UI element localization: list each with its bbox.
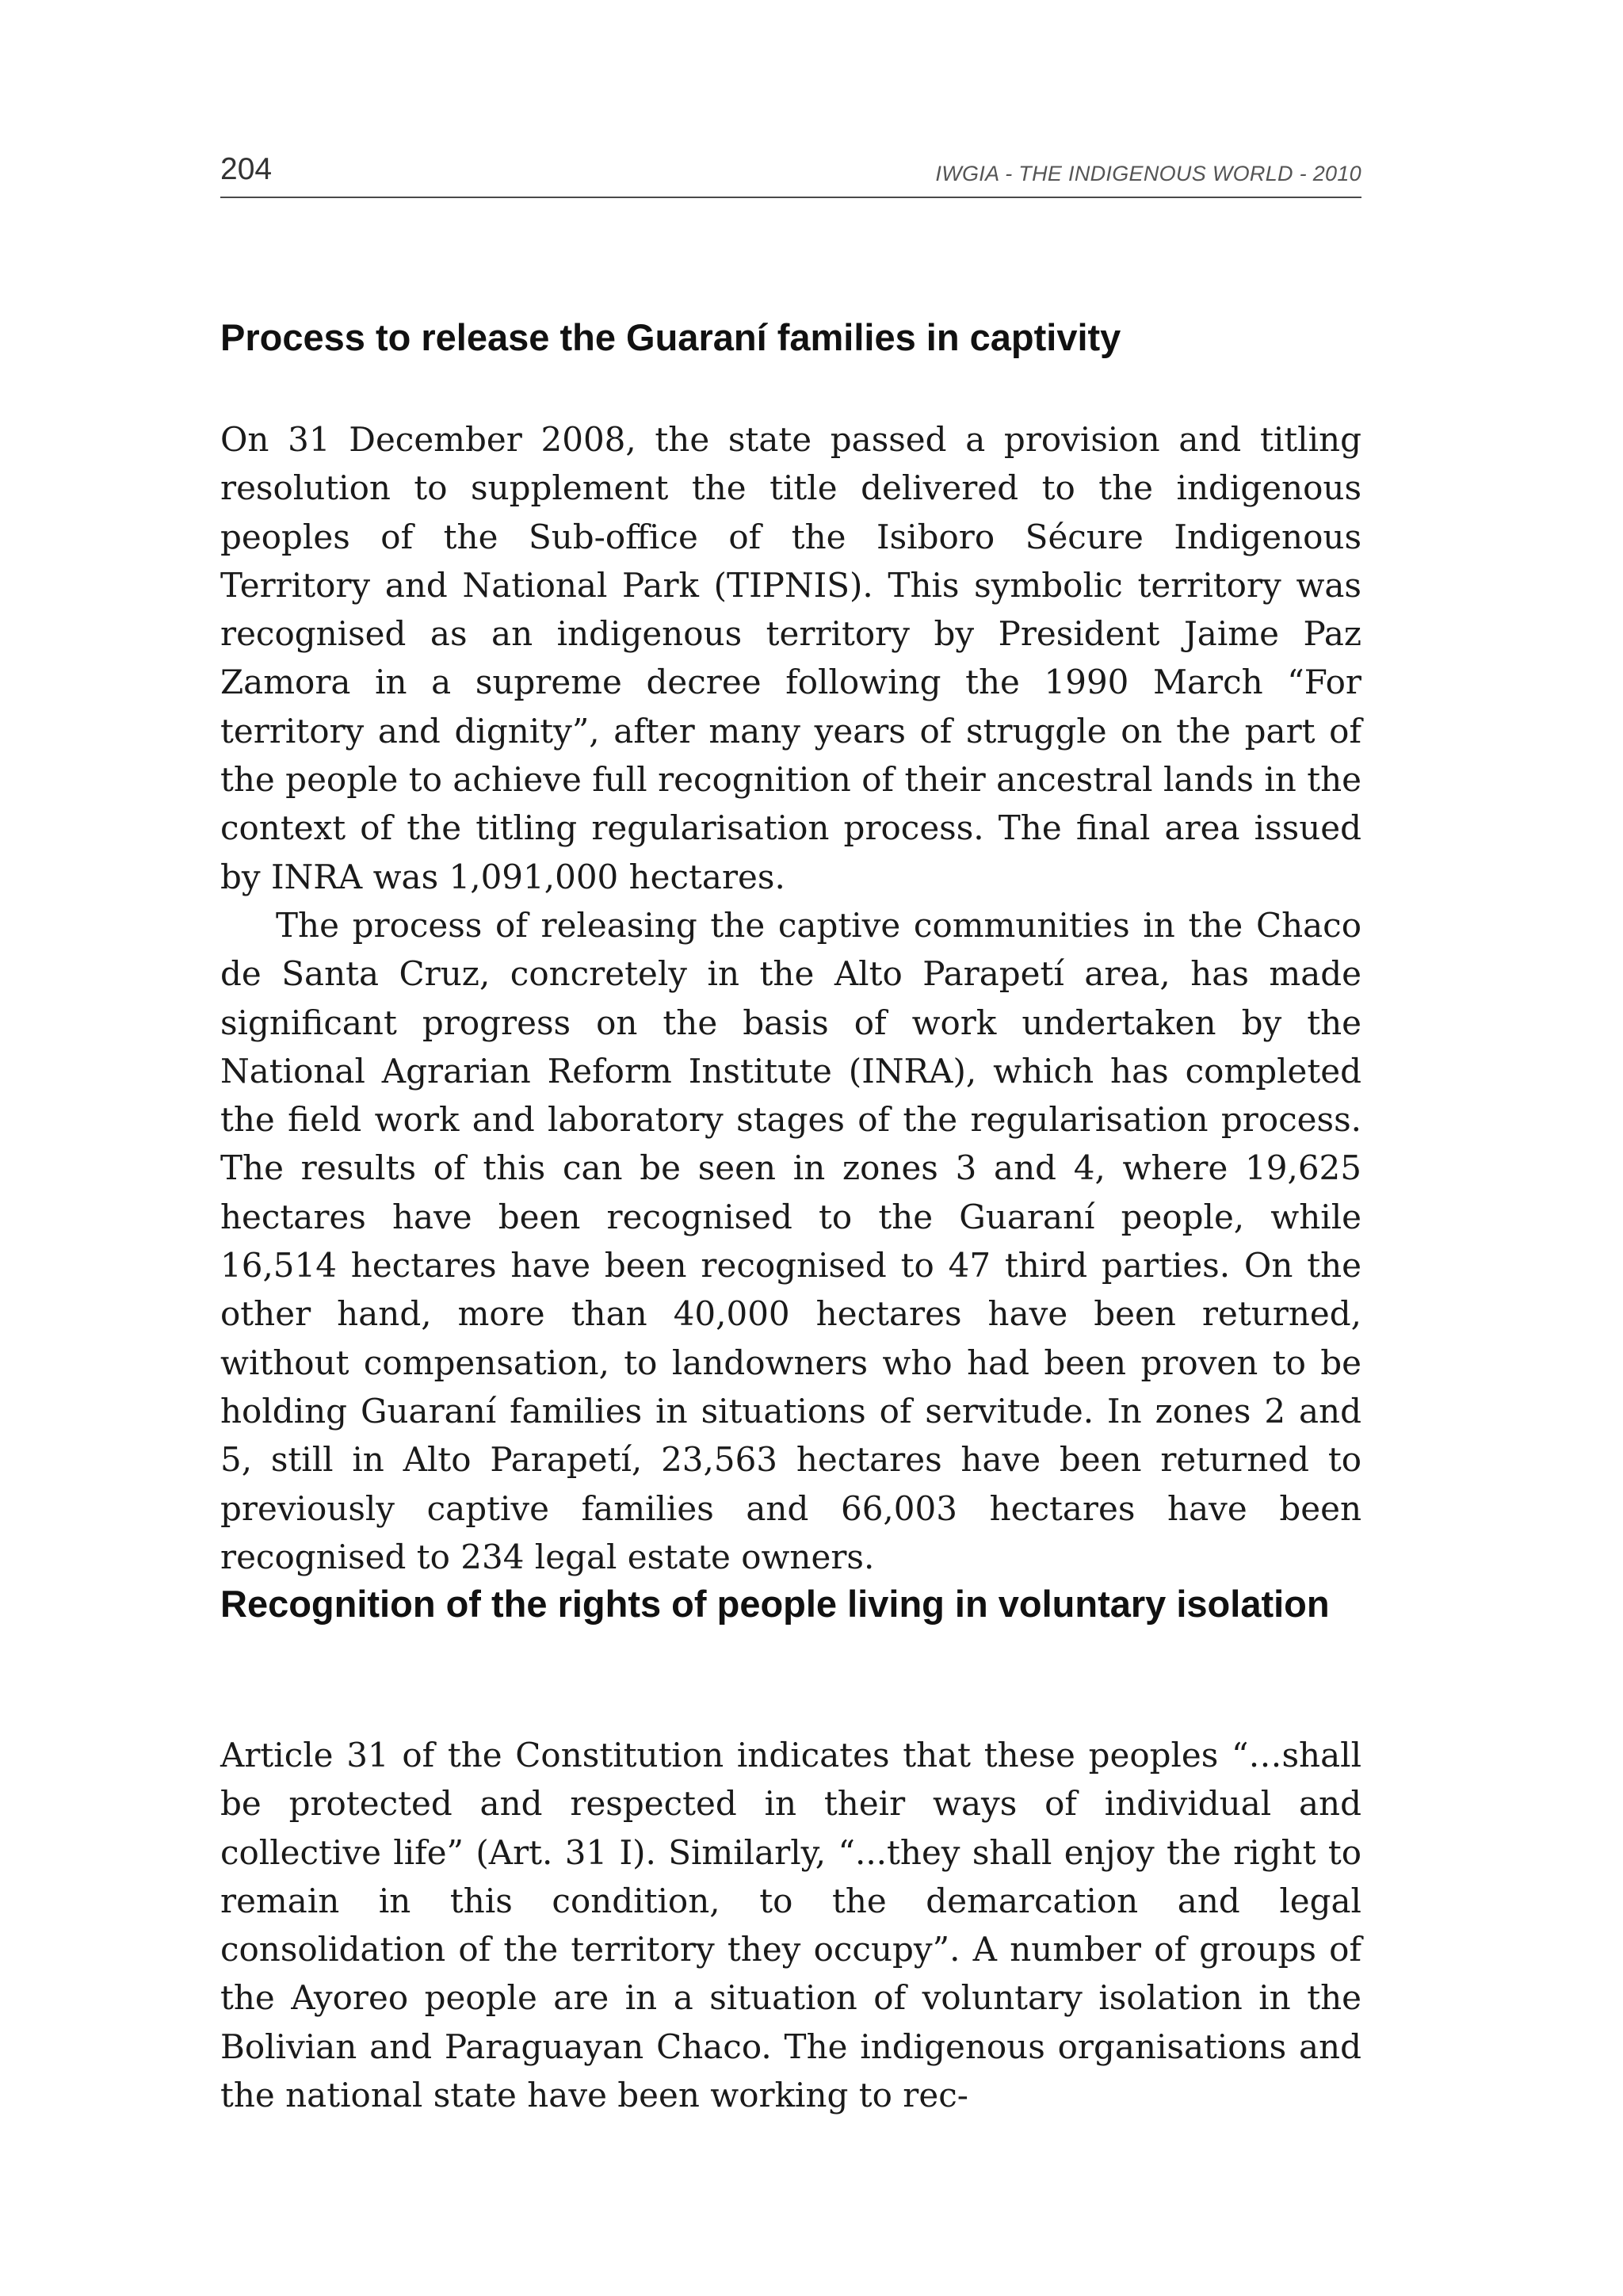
paragraph: Article 31 of the Constitution indicates that these peoples “…shall be protected and respected in their ways of individual and collective life” (Art. 31 I). Similarly, “...they shall enjoy the right to remain in this condition, to the demarcation and legal consolidation of the territory they occupy”. A number of groups of the Ayoreo people are in a situation of voluntary isolation in the Bolivian and Paraguayan Chaco. The indigenous organisations and the national state have been working to rec- bbox=[220, 1736, 1361, 2115]
section-body-voluntary-isolation bbox=[220, 1731, 1361, 2119]
running-title: IWGIA - THE INDIGENOUS WORLD - 2010 bbox=[935, 162, 1361, 185]
section-body-guarani-release bbox=[220, 415, 1361, 1581]
page-number: 204 bbox=[220, 152, 273, 186]
page-header bbox=[220, 151, 1361, 198]
section-heading-voluntary-isolation: Recognition of the rights of people living in voluntary isolation bbox=[220, 1583, 1330, 1625]
paragraph: On 31 December 2008, the state passed a provision and titling resolution to supplement the title delivered to the indigenous peoples of the Sub-office of the Isiboro Sécure Indigenous Territory and National Park (TIPNIS). This symbolic territory was recognised as an indigenous territory by President Jaime Paz Zamora in a supreme decree following the 1990 March “For territory and dignity”, after many years of struggle on the part of the people to achieve full recognition of their ancestral lands in the context of the titling regularisation process. The final area issued by INRA was 1,091,000 hectares. bbox=[220, 420, 1361, 896]
paragraph: The process of releasing the captive communities in the Chaco de Santa Cruz, concretely in the Alto Parapetí area, has made significant progress on the basis of work undertaken by the National Agrarian Reform Institute (INRA), which has completed the field work and laboratory stages of the regularisation process. The results of this can be seen in zones 3 and 4, where 19,625 hectares have been recognised to the Guaraní people, while 16,514 hectares have been recognised to 47 third parties. On the other hand, more than 40,000 hectares have been returned, without compensation, to landowners who had been proven to be holding Guaraní families in situations of servitude. In zones 2 and 5, still in Alto Parapetí, 23,563 hectares have been returned to previously captive families and 66,003 hectares have been recognised to 234 legal estate owners. bbox=[220, 905, 1361, 1576]
section-heading-guarani-release: Process to release the Guaraní families in captivity bbox=[220, 316, 1121, 358]
